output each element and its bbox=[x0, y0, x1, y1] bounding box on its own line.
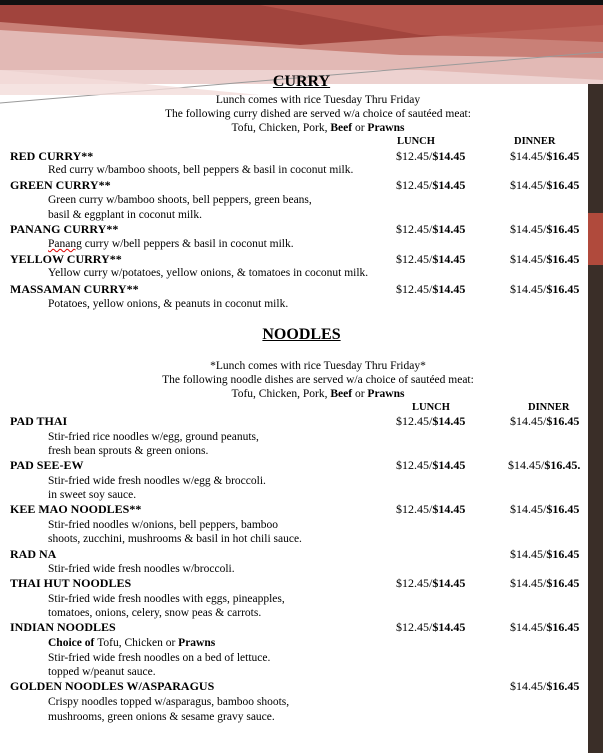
curry-lunch-header: LUNCH bbox=[397, 136, 435, 147]
item-description: Stir-fried wide fresh noodles w/broccoli. bbox=[48, 563, 235, 575]
curry-meats-list: Tofu, Chicken, Pork, bbox=[231, 122, 331, 134]
curry-meats-or: or bbox=[352, 122, 368, 134]
dinner-price: $14.45/$16.45 bbox=[510, 414, 580, 428]
lunch-price: $12.45/$14.45 bbox=[396, 282, 466, 296]
item-description: tomatoes, onions, celery, snow peas & carrots. bbox=[48, 607, 262, 619]
item-name: GREEN CURRY** bbox=[10, 178, 111, 192]
right-edge-bar bbox=[588, 84, 603, 753]
dinner-price: $14.45/$16.45 bbox=[510, 576, 580, 590]
noodles-intro-1: *Lunch comes with rice Tuesday Thru Friday* bbox=[210, 360, 426, 372]
item-description: Potatoes, yellow onions, & peanuts in coconut milk. bbox=[48, 298, 289, 310]
dinner-price: $14.45/$16.45 bbox=[510, 502, 580, 516]
item-description: Stir-fried wide fresh noodles with eggs, pineapples, bbox=[48, 593, 285, 605]
item-name: THAI HUT NOODLES bbox=[10, 576, 132, 590]
curry-meats-beef: Beef bbox=[330, 122, 353, 134]
curry-intro-1: Lunch comes with rice Tuesday Thru Friday bbox=[215, 94, 421, 106]
lunch-price: $12.45/$14.45 bbox=[396, 414, 466, 428]
item-description: Panang curry w/bell peppers & basil in coconut milk. bbox=[48, 238, 294, 250]
noodles-intro-2: The following noodle dishes are served w/a choice of sautéed meat: bbox=[162, 374, 474, 386]
item-description: Yellow curry w/potatoes, yellow onions, & tomatoes in coconut milk. bbox=[48, 267, 369, 279]
item-description: Red curry w/bamboo shoots, bell peppers & basil in coconut milk. bbox=[48, 164, 354, 176]
lunch-price: $12.45/$14.45 bbox=[396, 252, 466, 266]
curry-meat-choices bbox=[0, 122, 603, 135]
item-description: Stir-fried noodles w/onions, bell peppers, bamboo bbox=[48, 519, 279, 531]
item-choice: Choice of Tofu, Chicken or Prawns bbox=[48, 637, 216, 649]
dinner-price: $14.45/$16.45 bbox=[510, 282, 580, 296]
noodles-meats-prawns: Prawns bbox=[367, 388, 405, 400]
item-description: mushrooms, green onions & sesame gravy sauce. bbox=[48, 711, 275, 723]
item-description: shoots, zucchini, mushrooms & basil in hot chili sauce. bbox=[48, 533, 302, 545]
noodles-meats-or: or bbox=[352, 388, 368, 400]
item-name: MASSAMAN CURRY** bbox=[10, 282, 139, 296]
curry-dinner-header: DINNER bbox=[514, 136, 556, 147]
lunch-price: $12.45/$14.45 bbox=[396, 502, 466, 516]
item-name: KEE MAO NOODLES** bbox=[10, 502, 142, 516]
item-name: PAD SEE-EW bbox=[10, 458, 84, 472]
lunch-price: $12.45/$14.45 bbox=[396, 620, 466, 634]
dinner-price: $14.45/$16.45 bbox=[510, 222, 580, 236]
dinner-price: $14.45/$16.45 bbox=[510, 547, 580, 561]
lunch-price: $12.45/$14.45 bbox=[396, 149, 466, 163]
dinner-price: $14.45/$16.45 bbox=[510, 620, 580, 634]
lunch-price: $12.45/$14.45 bbox=[396, 576, 466, 590]
item-description: topped w/peanut sauce. bbox=[48, 666, 156, 678]
item-name: RED CURRY** bbox=[10, 149, 94, 163]
item-name: GOLDEN NOODLES W/ASPARAGUS bbox=[10, 679, 215, 693]
noodles-dinner-header: DINNER bbox=[528, 402, 570, 413]
item-description: in sweet soy sauce. bbox=[48, 489, 137, 501]
item-name: YELLOW CURRY** bbox=[10, 252, 122, 266]
item-name: INDIAN NOODLES bbox=[10, 620, 116, 634]
dinner-price: $14.45/$16.45. bbox=[508, 458, 581, 472]
dinner-price: $14.45/$16.45 bbox=[510, 679, 580, 693]
item-description: Stir-fried wide fresh noodles w/egg & broccoli. bbox=[48, 475, 266, 487]
curry-title: CURRY bbox=[272, 73, 331, 90]
item-description: fresh bean sprouts & green onions. bbox=[48, 445, 209, 457]
item-name: RAD NA bbox=[10, 547, 57, 561]
item-description: Stir-fried wide fresh noodles on a bed of lettuce. bbox=[48, 652, 271, 664]
item-description: Crispy noodles topped w/asparagus, bamboo shoots, bbox=[48, 696, 290, 708]
noodles-title: NOODLES bbox=[262, 326, 341, 343]
noodles-lunch-header: LUNCH bbox=[412, 402, 450, 413]
lunch-price: $12.45/$14.45 bbox=[396, 458, 466, 472]
item-name: PAD THAI bbox=[10, 414, 68, 428]
item-description: Green curry w/bamboo shoots, bell peppers, green beans, bbox=[48, 194, 312, 206]
item-name: PANANG CURRY** bbox=[10, 222, 119, 236]
lunch-price: $12.45/$14.45 bbox=[396, 178, 466, 192]
noodles-meats-list: Tofu, Chicken, Pork, bbox=[231, 388, 331, 400]
dinner-price: $14.45/$16.45 bbox=[510, 252, 580, 266]
noodles-meats-beef: Beef bbox=[330, 388, 353, 400]
item-description: Stir-fried rice noodles w/egg, ground peanuts, bbox=[48, 431, 259, 443]
right-edge-accent bbox=[588, 213, 603, 265]
lunch-price: $12.45/$14.45 bbox=[396, 222, 466, 236]
item-description: basil & eggplant in coconut milk. bbox=[48, 209, 202, 221]
curry-meats-prawns: Prawns bbox=[367, 122, 405, 134]
dinner-price: $14.45/$16.45 bbox=[510, 178, 580, 192]
curry-intro-2: The following curry dished are served w/a choice of sautéed meat: bbox=[165, 108, 471, 120]
noodles-meat-choices bbox=[0, 388, 603, 401]
dinner-price: $14.45/$16.45 bbox=[510, 149, 580, 163]
